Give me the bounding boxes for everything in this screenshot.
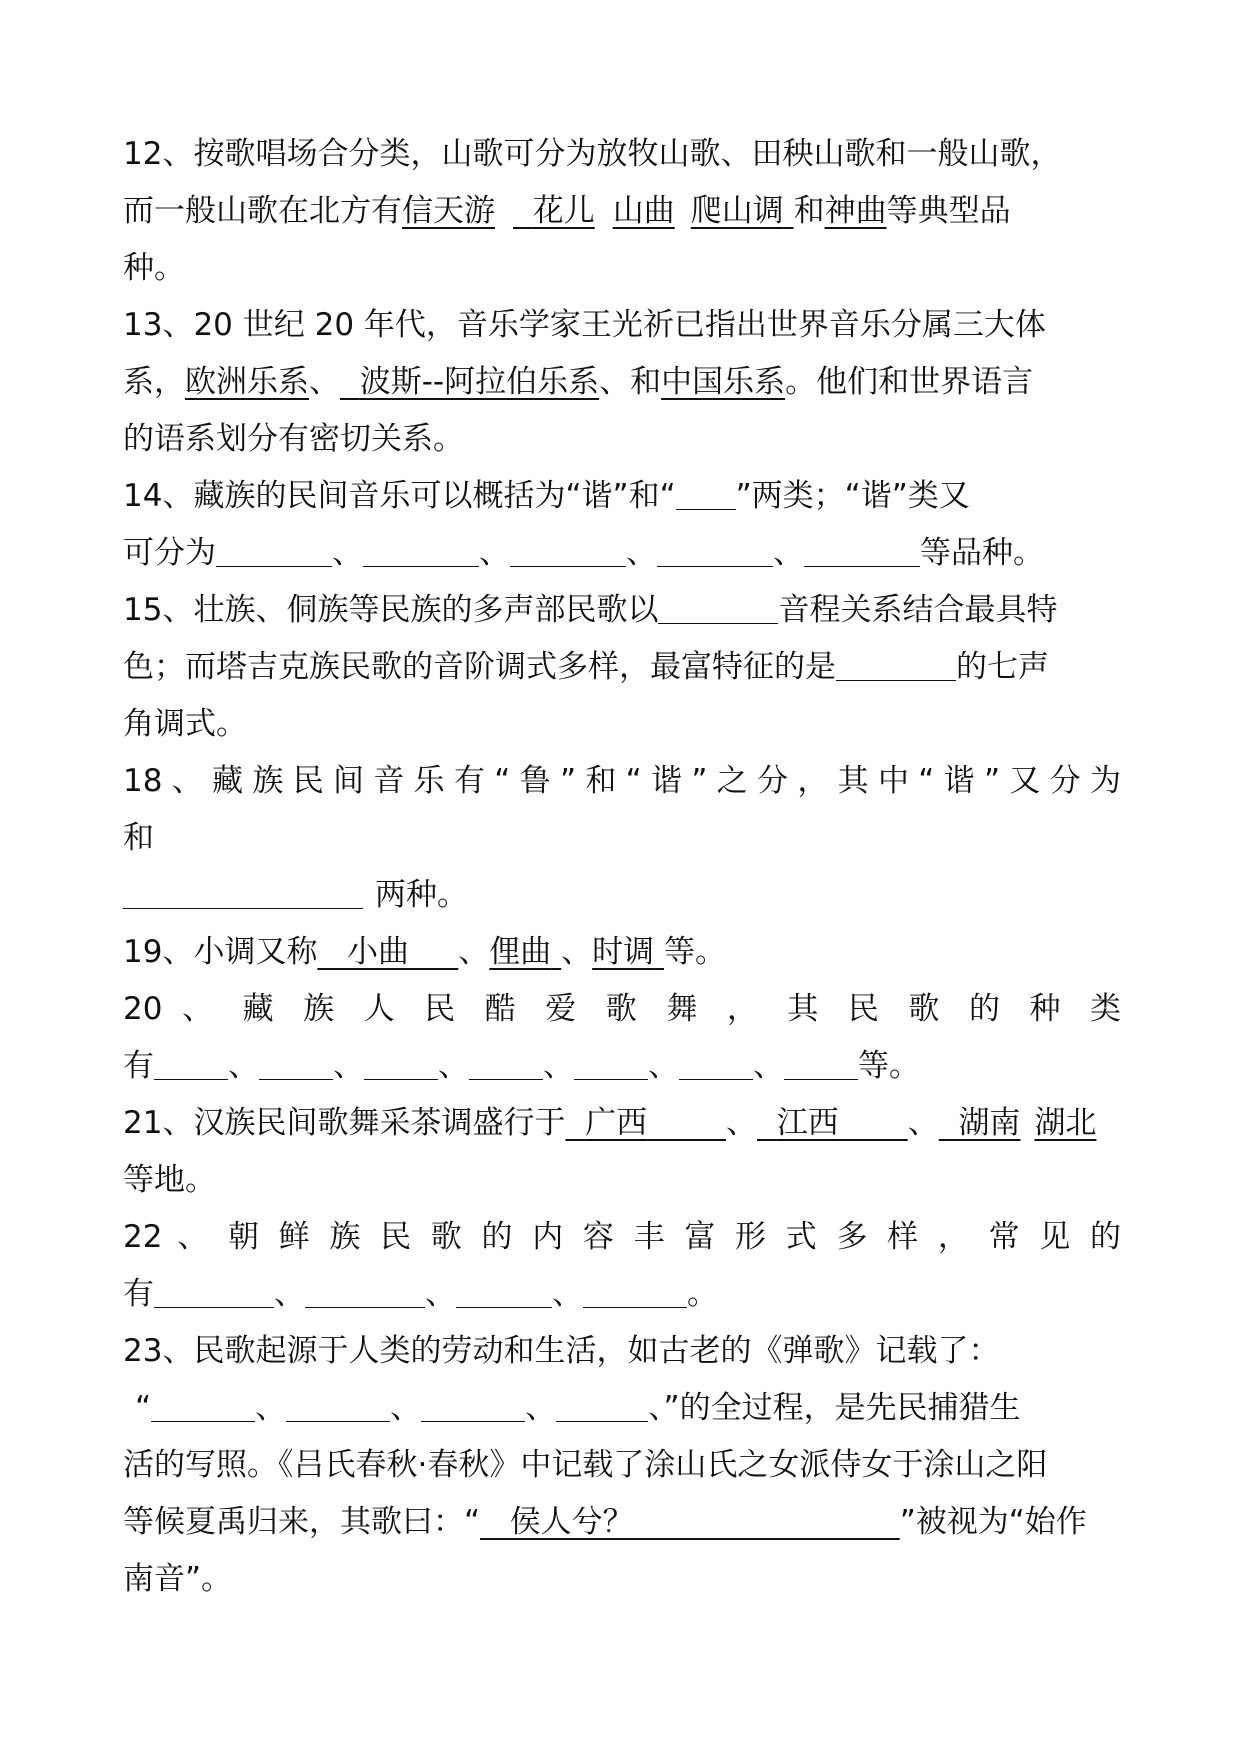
- q23-text: 南音”。: [123, 1561, 233, 1597]
- q20-blank[interactable]: [469, 1049, 543, 1080]
- q20-blank[interactable]: [574, 1049, 648, 1080]
- q20-blank[interactable]: [784, 1049, 858, 1080]
- q23-text: 23、民歌起源于人类的劳动和生活，如古老的《弹歌》记载了：: [123, 1333, 1000, 1369]
- q13-answer-3: 中国乐系: [661, 364, 786, 400]
- q13-text: 系，: [123, 364, 185, 400]
- q20-blank[interactable]: [154, 1049, 228, 1080]
- q22-line-1: [123, 1209, 1123, 1266]
- q19-answer-3: 时调: [592, 934, 655, 970]
- q15-text: 的七声: [956, 649, 1049, 685]
- q12-text: 种。: [123, 250, 185, 286]
- q22-text: 22 、 朝 鲜 族 民 歌 的 内 容 丰 富 形 式 多 样 ， 常 见 的: [123, 1219, 1121, 1255]
- q12-line-2: [123, 183, 1123, 240]
- q20-text: 20 、 藏 族 人 民 酷 爱 歌 舞 ， 其 民 歌 的 种 类: [123, 991, 1121, 1027]
- q14-blank[interactable]: [510, 536, 626, 567]
- q21-text: 21、汉族民间歌舞采茶调盛行于: [123, 1105, 566, 1141]
- q22-blank[interactable]: [456, 1277, 552, 1308]
- q12-text: 12、按歌唱场合分类，山歌可分为放牧山歌、田秧山歌和一般山歌，: [123, 136, 1062, 172]
- q20-line-2: [123, 1038, 1123, 1095]
- q14-separator: 、: [332, 535, 363, 571]
- q12-text: 和: [793, 193, 825, 229]
- q13-answer-1: 欧洲乐系: [185, 364, 309, 400]
- q15-line-1: [123, 582, 1123, 639]
- q15-text: 色；而塔吉克族民歌的音阶调式多样，最富特征的是: [123, 649, 836, 685]
- q20-separator: 、: [228, 1048, 259, 1084]
- q14-line-2: [123, 525, 1123, 582]
- q23-line-2: [123, 1380, 1123, 1437]
- q14-blank[interactable]: [216, 536, 332, 567]
- q19-separator: 、: [458, 934, 490, 970]
- q23-separator: 、: [390, 1390, 422, 1426]
- q13-line-2: [123, 354, 1123, 411]
- q13-text: 、和: [599, 364, 662, 400]
- q21-answer-3-wrap: [939, 1105, 1021, 1141]
- q20-text: 有: [123, 1048, 154, 1084]
- q14-text: 14、藏族的民间音乐可以概括为“谐”和“: [123, 478, 676, 514]
- q14-line-1: [123, 468, 1123, 525]
- q22-text: 有: [123, 1276, 154, 1312]
- q12-answer-2-wrap: [513, 193, 595, 229]
- q14-text: ”两类；“谐”类又: [735, 478, 970, 514]
- q23-text: 等候夏禹归来，其歌曰：“: [123, 1504, 481, 1540]
- q12-answer-4-wrap: [691, 193, 794, 229]
- q12-answer-3: 山曲: [612, 193, 675, 229]
- q22-blank[interactable]: [583, 1277, 687, 1308]
- q15-line-2: [123, 639, 1123, 696]
- q20-blank[interactable]: [679, 1049, 753, 1080]
- q19-separator: 、: [561, 934, 593, 970]
- q12-answer-4: 爬山调: [690, 193, 784, 229]
- q15-text: 角调式。: [123, 706, 247, 742]
- q19-answer-3-wrap: [592, 934, 664, 970]
- q23-answer-1: 侯人兮？: [509, 1504, 634, 1540]
- document-body: [123, 126, 1123, 1608]
- q22-separator: 、: [274, 1276, 305, 1312]
- q21-answer-1: 广西: [585, 1105, 648, 1141]
- q21-answer-3: 湖南: [958, 1105, 1021, 1141]
- q12-answer-5: 神曲: [824, 193, 887, 229]
- q22-line-2: [123, 1266, 1123, 1323]
- q13-line-1: [123, 297, 1123, 354]
- q23-blank[interactable]: [421, 1391, 525, 1422]
- q20-blank[interactable]: [364, 1049, 438, 1080]
- q18-line-2: [123, 810, 1123, 867]
- q14-separator: 、: [479, 535, 510, 571]
- q19-answer-1-wrap: [317, 934, 458, 970]
- q12-line-3: [123, 240, 1123, 297]
- q15-blank[interactable]: [658, 593, 778, 624]
- q23-text: “: [135, 1390, 152, 1426]
- q15-line-3: [123, 696, 1123, 753]
- q12-line-1: [123, 126, 1123, 183]
- q19-answer-1: 小曲: [347, 934, 410, 970]
- q20-separator: 、: [438, 1048, 469, 1084]
- q23-blank[interactable]: [151, 1391, 255, 1422]
- q15-text: 音程关系结合最具特: [778, 592, 1058, 628]
- q19-text: 19、小调又称: [123, 934, 318, 970]
- q12-answer-1: 信天游: [402, 193, 495, 229]
- q21-text: 等地。: [123, 1162, 216, 1198]
- q23-line-4: [123, 1494, 1123, 1551]
- q14-blank[interactable]: [804, 536, 920, 567]
- q22-separator: 、: [425, 1276, 456, 1312]
- q19-text: 等。: [664, 934, 727, 970]
- q20-blank[interactable]: [259, 1049, 333, 1080]
- q14-separator: 、: [773, 535, 804, 571]
- q20-line-1: [123, 981, 1123, 1038]
- q19-line-1: [123, 924, 1123, 981]
- q23-line-3: [123, 1437, 1123, 1494]
- q23-answer-1-wrap: [480, 1504, 900, 1540]
- q20-separator: 、: [333, 1048, 364, 1084]
- q15-blank[interactable]: [836, 650, 956, 681]
- q13-answer-2-wrap: [340, 364, 599, 400]
- q20-separator: 、: [753, 1048, 784, 1084]
- q21-line-1: [123, 1095, 1123, 1152]
- q21-answer-4: 湖北: [1034, 1105, 1097, 1141]
- q14-text: 可分为: [123, 535, 216, 571]
- q18-text: 18、藏族民间音乐有“鲁”和“谐”之分，其中“谐”又分为: [123, 763, 1121, 799]
- q13-answer-2: 波斯--阿拉伯乐系: [359, 364, 600, 400]
- q22-text: 。: [687, 1276, 718, 1312]
- q13-text: 13、20 世纪 20 年代，音乐学家王光祈已指出世界音乐分属三大体: [123, 307, 1046, 343]
- q13-text: 的语系划分有密切关系。: [123, 421, 464, 457]
- q21-separator: 、: [726, 1105, 758, 1141]
- q19-answer-2: 俚曲: [489, 934, 552, 970]
- q23-line-1: [123, 1323, 1123, 1380]
- q23-text: 、”的全过程，是先民捕猎生: [648, 1390, 1021, 1426]
- q12-text: 而一般山歌在北方有: [123, 193, 402, 229]
- q13-text: 、: [309, 364, 340, 400]
- q21-answer-2-wrap: [757, 1105, 908, 1141]
- q14-blank[interactable]: [676, 479, 736, 510]
- q18-line-3: [123, 867, 1123, 924]
- q21-answer-1-wrap: [565, 1105, 726, 1141]
- q14-text: 等品种。: [920, 535, 1044, 571]
- q20-text: 等。: [858, 1048, 920, 1084]
- q23-blank[interactable]: [286, 1391, 390, 1422]
- q18-text: 和: [123, 820, 154, 856]
- q12-answer-2: 花儿: [532, 193, 595, 229]
- q21-answer-2: 江西: [776, 1105, 839, 1141]
- q20-separator: 、: [543, 1048, 574, 1084]
- q23-blank[interactable]: [556, 1391, 648, 1422]
- q20-separator: 、: [648, 1048, 679, 1084]
- q22-separator: 、: [552, 1276, 583, 1312]
- q13-text: 。他们和世界语言: [785, 364, 1034, 400]
- q23-text: 活的写照。《吕氏春秋·春秋》中记载了涂山氏之女派侍女于涂山之阳: [123, 1447, 1048, 1483]
- q23-line-5: [123, 1551, 1123, 1608]
- q14-separator: 、: [626, 535, 657, 571]
- q18-blank[interactable]: [123, 878, 363, 909]
- q18-line-1: [123, 753, 1123, 810]
- q12-text: 等典型品: [886, 193, 1011, 229]
- q21-separator: 、: [907, 1105, 939, 1141]
- q14-blank[interactable]: [657, 536, 773, 567]
- q21-line-2: [123, 1152, 1123, 1209]
- q23-text: ”被视为“始作: [899, 1504, 1087, 1540]
- q13-line-3: [123, 411, 1123, 468]
- q23-separator: 、: [255, 1390, 287, 1426]
- q15-text: 15、壮族、侗族等民族的多声部民歌以: [123, 592, 659, 628]
- q14-blank[interactable]: [363, 536, 479, 567]
- q23-separator: 、: [525, 1390, 557, 1426]
- q22-blank[interactable]: [305, 1277, 425, 1308]
- q22-blank[interactable]: [154, 1277, 274, 1308]
- q18-text: 两种。: [375, 877, 468, 913]
